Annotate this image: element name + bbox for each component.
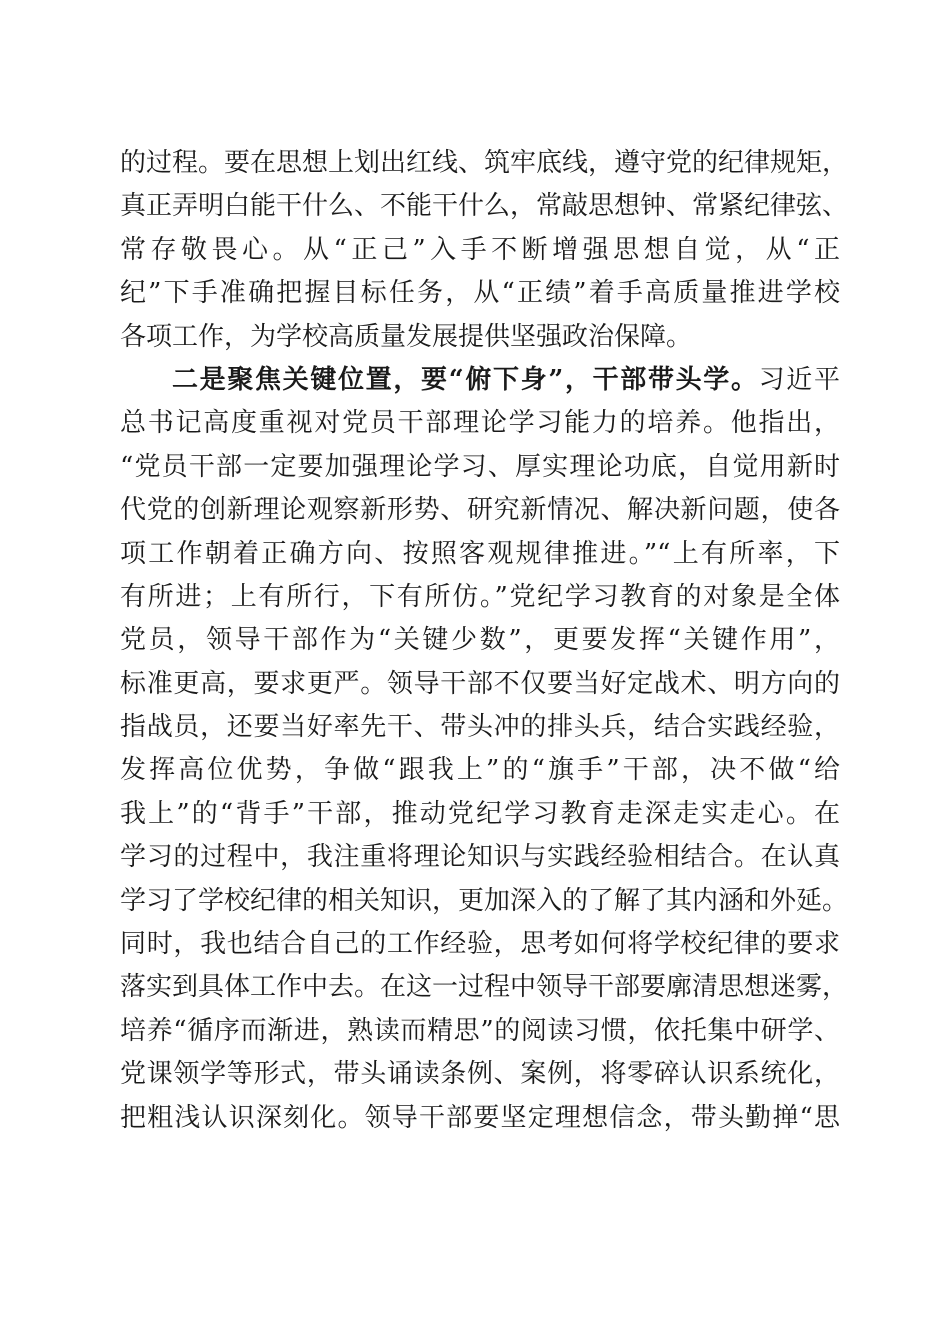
paragraph-line: 有所进；上有所行，下有所仿。”党纪学习教育的对象是全体 <box>120 581 840 612</box>
paragraph-line: 项工作朝着正确方向、按照客观规律推进。”“上有所率，下 <box>120 538 840 569</box>
paragraph-line: 常存敬畏心。从“正己”入手不断增强思想自觉，从“正 <box>120 234 840 265</box>
paragraph-line: 发挥高位优势，争做“跟我上”的“旗手”干部，决不做“给 <box>120 755 840 786</box>
paragraph-line: 纪”下手准确把握目标任务，从“正绩”着手高质量推进学校 <box>120 278 840 309</box>
paragraph-line: 代党的创新理论观察新形势、研究新情况、解决新问题，使各 <box>120 495 840 526</box>
paragraph-lead-heading: 二是聚焦关键位置，要“俯下身”，干部带头学。 <box>172 364 759 395</box>
paragraph-line: 学习了学校纪律的相关知识，更加深入的了解了其内涵和外延。 <box>120 885 849 916</box>
paragraph-line: 党员，领导干部作为“关键少数”，更要发挥“关键作用”， <box>120 625 840 656</box>
paragraph-line: 同时，我也结合自己的工作经验，思考如何将学校纪律的要求 <box>120 929 840 960</box>
paragraph-line: 党课领学等形式，带头诵读条例、案例，将零碎认识系统化， <box>120 1059 840 1090</box>
paragraph-1 <box>120 142 849 359</box>
paragraph-line: 真正弄明白能干什么、不能干什么，常敲思想钟、常紧纪律弦、 <box>120 191 849 222</box>
paragraph-line: 标准更高，要求更严。领导干部不仅要当好定战术、明方向的 <box>120 668 840 699</box>
paragraph-line: “党员干部一定要加强理论学习、厚实理论功底，自觉用新时 <box>120 451 840 482</box>
paragraph-line: 培养“循序而渐进，熟读而精思”的阅读习惯，依托集中研学、 <box>120 1015 840 1046</box>
document-body <box>120 142 849 1140</box>
paragraph-line: 学习的过程中，我注重将理论知识与实践经验相结合。在认真 <box>120 842 840 873</box>
paragraph-line: 把粗浅认识深刻化。领导干部要坚定理想信念，带头勤掸“思 <box>120 1102 840 1133</box>
paragraph-line: 指战员，还要当好率先干、带头冲的排头兵，结合实践经验， <box>120 712 840 743</box>
paragraph-line: 落实到具体工作中去。在这一过程中领导干部要廓清思想迷雾， <box>120 972 849 1003</box>
paragraph-first-line <box>120 359 840 402</box>
paragraph-line: 各项工作，为学校高质量发展提供坚强政治保障。 <box>120 321 693 352</box>
paragraph-line: 我上”的“背手”干部，推动党纪学习教育走深走实走心。在 <box>120 798 840 829</box>
paragraph-line: 的过程。要在思想上划出红线、筑牢底线，遵守党的纪律规矩， <box>120 148 849 178</box>
paragraph-2 <box>120 359 849 1140</box>
paragraph-first-line-rest: 习近平 <box>758 364 840 395</box>
paragraph-line: 总书记高度重视对党员干部理论学习能力的培养。他指出， <box>120 408 840 439</box>
